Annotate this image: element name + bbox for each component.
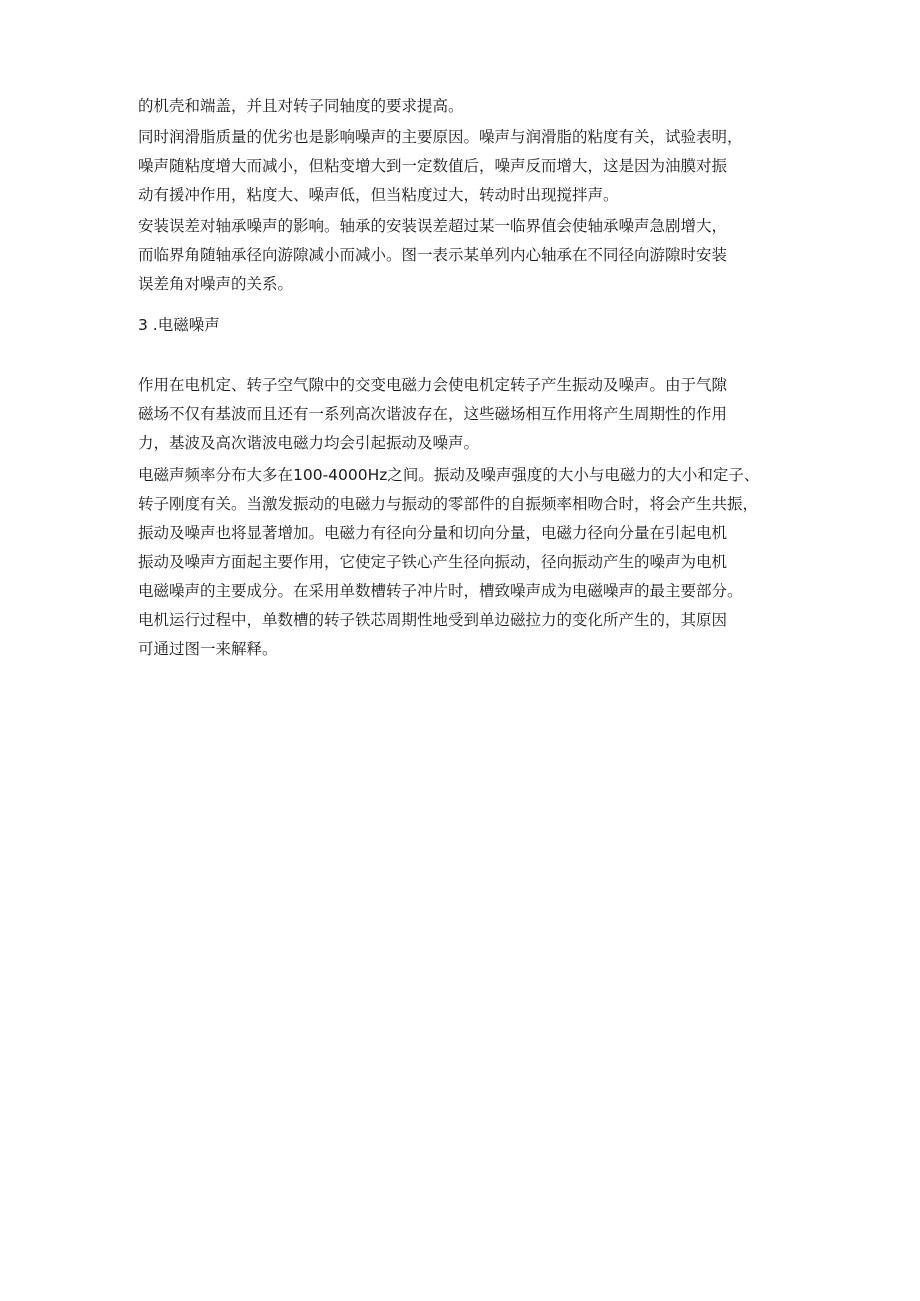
paragraph-housing (138, 92, 798, 121)
paragraph-frequency-distribution (138, 461, 798, 664)
text-line: 转子刚度有关。当激发振动的电磁力与振动的零部件的自振频率相吻合时，将会产生共振， (138, 495, 759, 513)
paragraph-grease-quality (138, 123, 798, 210)
text-line: 动有援冲作用，粘度大、噪声低，但当粘度过大，转动时出现搅拌声。 (138, 186, 619, 204)
text-line: 作用在电机定、转子空气隙中的交变电磁力会使电机定转子产生振动及噪声。由于气隙 (138, 376, 728, 394)
text-line: 可通过图一来解释。 (138, 640, 278, 658)
text-line: 电磁噪声的主要成分。在采用单数槽转子冲片时，槽致噪声成为电磁噪声的最主要部分。 (138, 582, 743, 600)
text-line: 力，基波及高次谐波电磁力均会引起振动及噪声。 (138, 434, 480, 452)
text-line: 误差角对噪声的关系。 (138, 275, 294, 293)
text-line: 电磁声频率分布大多在100-4000Hz之间。振动及噪声强度的大小与电磁力的大小和定子、 (138, 466, 760, 484)
section-heading-electromagnetic-noise: 3 .电磁噪声 (138, 316, 220, 334)
text-line: 振动及噪声方面起主要作用，它使定子铁心产生径向振动，径向振动产生的噪声为电机 (138, 553, 728, 571)
document-body (138, 92, 798, 664)
text-line: 振动及噪声也将显著增加。电磁力有径向分量和切向分量，电磁力径向分量在引起电机 (138, 524, 728, 542)
paragraph-installation-error (138, 212, 798, 299)
text-line: 电机运行过程中，单数槽的转子铁芯周期性地受到单边磁拉力的变化所产生的，其原因 (138, 611, 728, 629)
text-line: 的机壳和端盖，并且对转子同轴度的要求提高。 (138, 97, 464, 115)
paragraph-electromagnetic-force (138, 371, 798, 458)
text-line: 安装误差对轴承噪声的影响。轴承的安装误差超过某一临界值会使轴承噪声急剧增大， (138, 217, 728, 235)
text-line: 而临界角随轴承径向游隙减小而减小。图一表示某单列内心轴承在不同径向游隙时安装 (138, 246, 728, 264)
text-line: 同时润滑脂质量的优劣也是影响噪声的主要原因。噪声与润滑脂的粘度有关，试验表明， (138, 128, 743, 146)
text-line: 噪声随粘度增大而减小，但粘变增大到一定数值后，噪声反而增大，这是因为油膜对振 (138, 157, 728, 175)
text-line: 磁场不仅有基波而且还有一系列高次谐波存在，这些磁场相互作用将产生周期性的作用 (138, 405, 728, 423)
